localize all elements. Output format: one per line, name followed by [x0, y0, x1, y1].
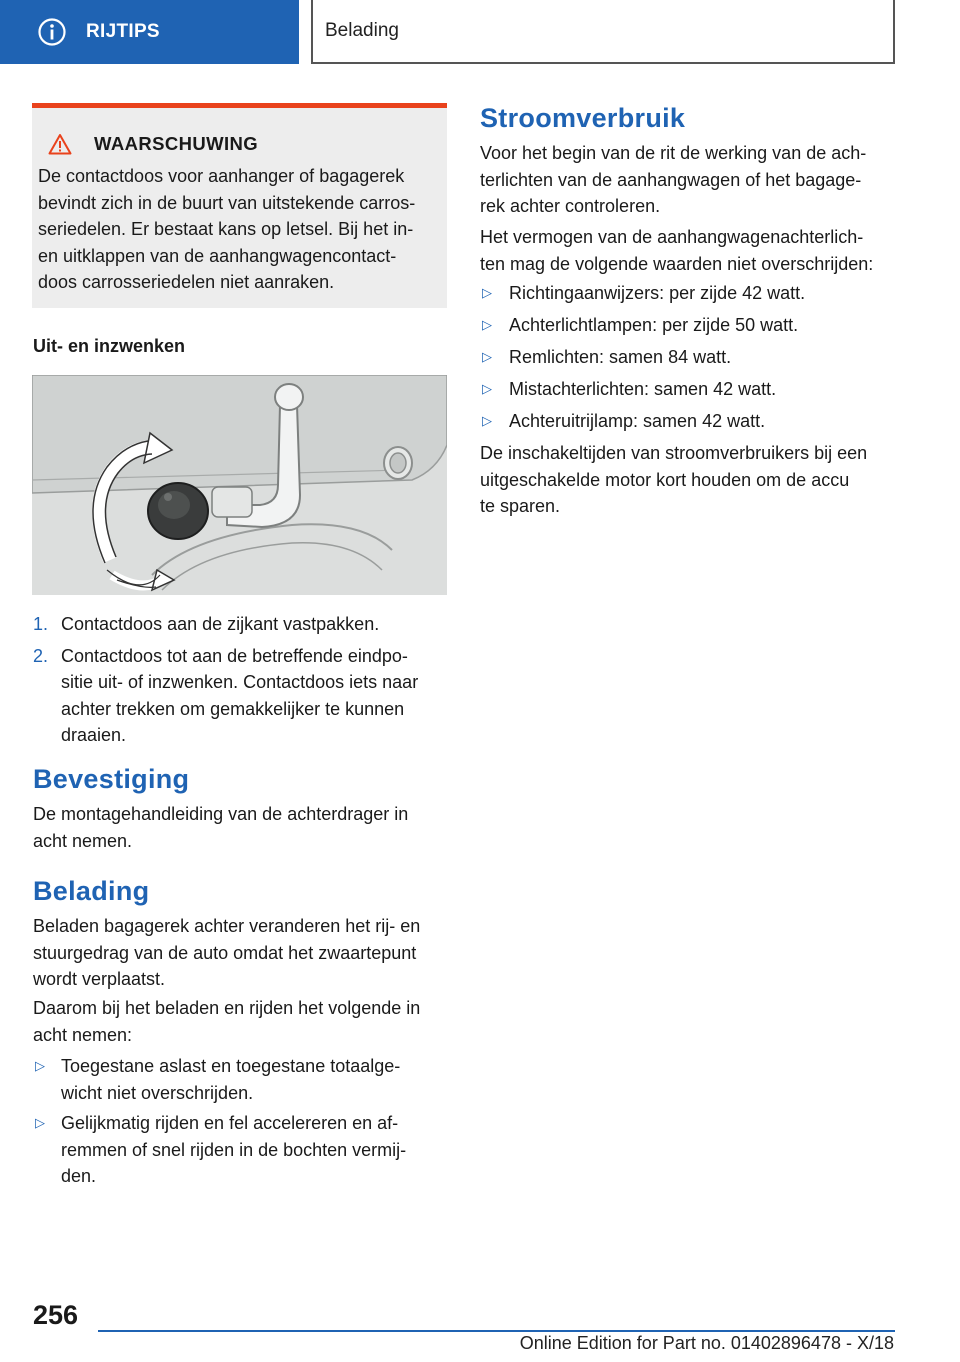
tow-socket-illustration	[32, 375, 447, 595]
bullet-triangle-icon: ▷	[35, 1115, 45, 1130]
bullet-text: Remlichten: samen 84 watt.	[509, 347, 732, 367]
warning-triangle-icon	[48, 133, 72, 155]
loading-paragraph-2: Daarom bij het beladen en rijden het volgende in acht nemen:	[33, 998, 421, 1045]
power-paragraph-1: Voor het begin van de rit de werking van de ach- terlichten van de aanhangwagen of het bagage- rek achter controleren.	[480, 143, 867, 216]
power-paragraph-3: De inschakeltijden van stroomverbruikers bij een uitgeschakelde motor kort houden om de accu te sparen.	[480, 443, 868, 516]
power-paragraph-2: Het vermogen van de aanhangwagenachterlich- ten mag de volgende waarden niet overschrijden:	[480, 227, 874, 274]
list-item	[33, 1053, 448, 1103]
bullet-triangle-icon: ▷	[482, 317, 492, 332]
edition-text: Online Edition for Part no. 01402896478 - X/18	[519, 1333, 894, 1353]
swing-steps	[33, 611, 448, 749]
swing-heading: Uit- en inzwenken	[33, 336, 186, 356]
bullet-triangle-icon: ▷	[35, 1058, 45, 1073]
warning-box	[32, 103, 447, 308]
bullet-text: Richtingaanwijzers: per zijde 42 watt.	[509, 283, 806, 303]
bullet-text: Gelijkmatig rijden en fel accelereren en af- remmen of snel rijden in de bochten vermij- den.	[61, 1113, 407, 1186]
bullet-text: Achterlichtlampen: per zijde 50 watt.	[509, 315, 799, 335]
list-item	[480, 312, 910, 339]
info-icon	[37, 17, 67, 47]
page-number: 256	[33, 1300, 79, 1330]
warning-text: De contactdoos voor aanhanger of bagagerek bevindt zich in de buurt van uitstekende carros- seriedelen. Er bestaat kans op letsel. Bij het in- en uitklappen van de aanhangwagencontact- doos carrosseriedelen niet aanraken.	[38, 166, 416, 292]
page-title	[311, 0, 895, 64]
step-text: Contactdoos tot aan de betreffende eindpo- sitie uit- of inzwenken. Contactdoos iets naar achter trekken om gemakkelijker te kunnen draaien.	[61, 645, 419, 745]
bullet-triangle-icon: ▷	[482, 349, 492, 364]
bullet-text: Mistachterlichten: samen 42 watt.	[509, 379, 777, 399]
bullet-text: Toegestane aslast en toegestane totaalge- wicht niet overschrijden.	[61, 1056, 401, 1103]
loading-heading: Belading	[33, 876, 150, 906]
list-item	[480, 376, 910, 403]
mounting-text: De montagehandleiding van de achterdrager in acht nemen.	[33, 804, 409, 851]
tow-socket-drawing	[32, 375, 447, 595]
step-text: Contactdoos aan de zijkant vastpakken.	[61, 614, 380, 634]
mounting-heading: Bevestiging	[33, 764, 190, 794]
list-item	[33, 643, 448, 749]
warning-heading: WAARSCHUWING	[94, 133, 259, 154]
step-number: 1.	[33, 614, 49, 634]
warning-header	[48, 133, 258, 155]
page-title-text: Belading	[325, 20, 399, 41]
list-item	[480, 408, 910, 435]
bullet-triangle-icon: ▷	[482, 413, 492, 428]
bullet-triangle-icon: ▷	[482, 381, 492, 396]
section-label: RIJTIPS	[86, 21, 160, 42]
list-item	[33, 611, 448, 638]
loading-paragraph-1: Beladen bagagerek achter veranderen het rij- en stuurgedrag van de auto omdat het zwaartepunt wordt verplaatst.	[33, 916, 421, 989]
footer-divider	[98, 1330, 895, 1332]
section-tab[interactable]	[0, 0, 299, 64]
bullet-triangle-icon: ▷	[482, 285, 492, 300]
step-number: 2.	[33, 645, 49, 666]
list-item	[480, 280, 910, 307]
list-item	[33, 1110, 448, 1186]
list-item	[480, 344, 910, 371]
power-heading: Stroomverbruik	[480, 103, 686, 133]
bullet-text: Achteruitrijlamp: samen 42 watt.	[509, 411, 766, 431]
